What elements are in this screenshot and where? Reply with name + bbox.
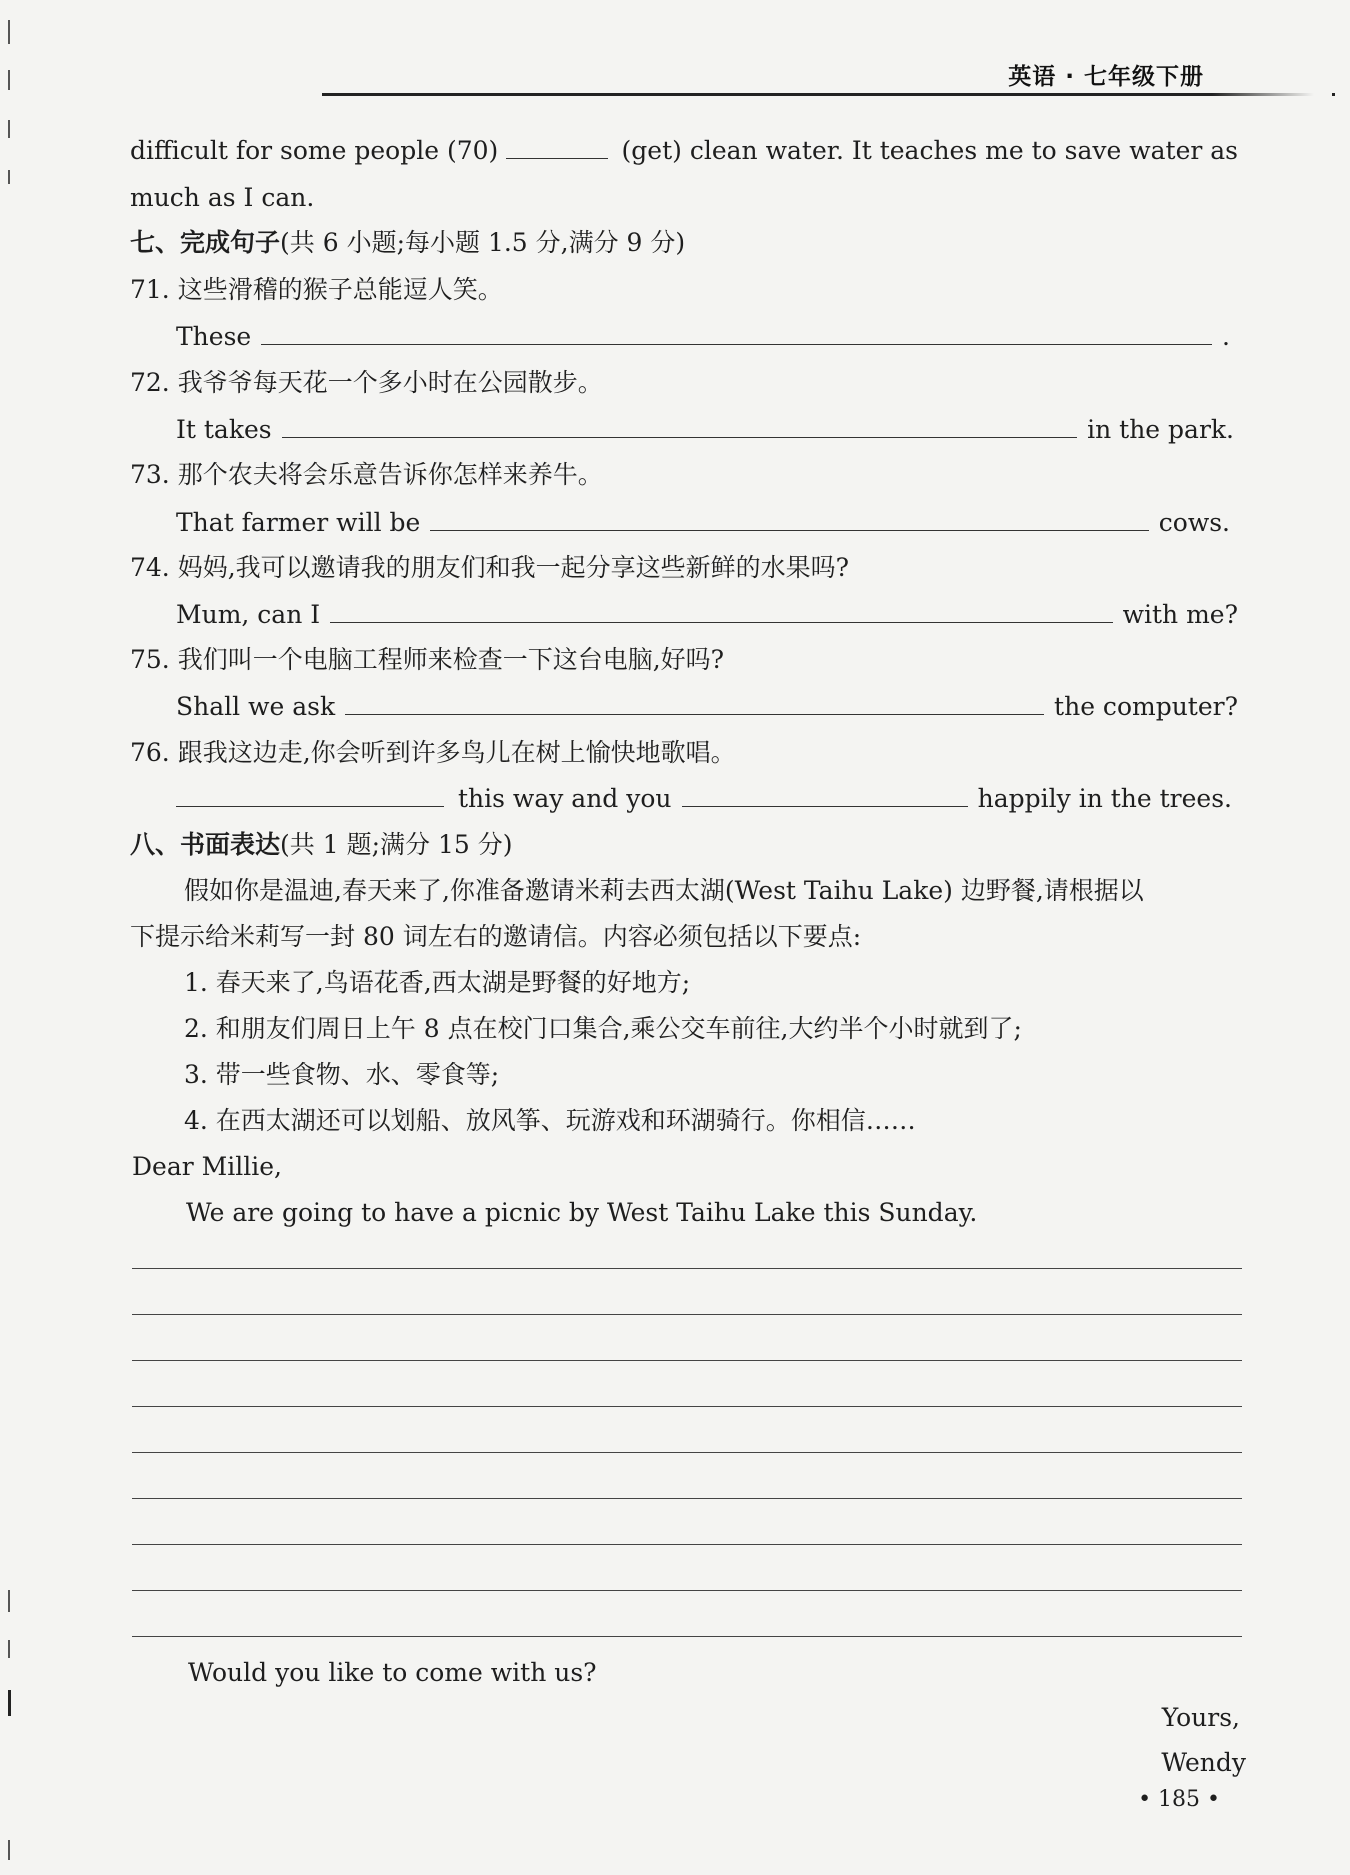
answer-blank-72[interactable]	[282, 411, 1078, 438]
writing-line[interactable]	[132, 1544, 1242, 1545]
letter-greeting: Dear Millie,	[132, 1152, 282, 1181]
question-71-chinese: 71. 这些滑稽的猴子总能逗人笑。	[130, 275, 503, 304]
writing-line[interactable]	[132, 1498, 1242, 1499]
question-75-answer: Shall we ask the computer?	[176, 688, 1238, 725]
answer-blank-71[interactable]	[261, 318, 1212, 345]
writing-point-3: 3. 带一些食物、水、零食等;	[184, 1060, 500, 1089]
letter-opening: We are going to have a picnic by West Taihu Lake this Sunday.	[186, 1198, 978, 1227]
answer-blank-73[interactable]	[430, 504, 1148, 531]
section-8-title: 八、书面表达(共 1 题;满分 15 分)	[130, 830, 513, 859]
letter-signoff: Yours,	[1161, 1703, 1240, 1732]
passage-text: difficult for some people (70)	[130, 136, 499, 165]
answer-blank-74[interactable]	[330, 596, 1112, 623]
letter-signature: Wendy	[1161, 1748, 1246, 1777]
writing-line[interactable]	[132, 1268, 1242, 1269]
passage-text: (get) clean water. It teaches me to save water as	[621, 136, 1238, 165]
binding-mark	[8, 1590, 10, 1612]
writing-line[interactable]	[132, 1360, 1242, 1361]
writing-prompt: 假如你是温迪,春天来了,你准备邀请米莉去西太湖(West Taihu Lake) 边野餐,请根据以	[184, 876, 1144, 905]
page-number: • 185 •	[1138, 1787, 1220, 1812]
binding-mark	[8, 70, 10, 90]
writing-prompt: 下提示给米莉写一封 80 词左右的邀请信。内容必须包括以下要点:	[130, 922, 862, 951]
passage-line-1	[130, 133, 1238, 169]
page-header: 英语 · 七年级下册	[1008, 64, 1204, 90]
question-71-answer: These .	[176, 318, 1230, 355]
writing-point-2: 2. 和朋友们周日上午 8 点在校门口集合,乘公交车前往,大约半个小时就到了;	[184, 1014, 1022, 1043]
question-72-answer: It takes in the park.	[176, 411, 1234, 448]
writing-line[interactable]	[132, 1406, 1242, 1407]
question-73-chinese: 73. 那个农夫将会乐意告诉你怎样来养牛。	[130, 460, 603, 489]
writing-line[interactable]	[132, 1590, 1242, 1591]
binding-mark	[8, 1690, 11, 1716]
writing-point-1: 1. 春天来了,鸟语花香,西太湖是野餐的好地方;	[184, 968, 691, 997]
writing-line[interactable]	[132, 1452, 1242, 1453]
question-74-chinese: 74. 妈妈,我可以邀请我的朋友们和我一起分享这些新鲜的水果吗?	[130, 553, 850, 582]
letter-closing: Would you like to come with us?	[188, 1658, 597, 1687]
answer-blank-76a[interactable]	[176, 782, 444, 807]
writing-line[interactable]	[132, 1314, 1242, 1315]
binding-mark	[8, 170, 10, 184]
writing-line[interactable]	[132, 1636, 1242, 1637]
binding-mark	[8, 1840, 10, 1860]
section-7-title: 七、完成句子(共 6 小题;每小题 1.5 分,满分 9 分)	[130, 228, 686, 257]
question-72-chinese: 72. 我爷爷每天花一个多小时在公园散步。	[130, 368, 603, 397]
question-73-answer: That farmer will be cows.	[176, 504, 1230, 541]
header-rule	[322, 93, 1335, 96]
binding-mark	[8, 20, 10, 44]
answer-blank-70[interactable]	[506, 134, 607, 159]
binding-mark	[8, 120, 10, 138]
question-75-chinese: 75. 我们叫一个电脑工程师来检查一下这台电脑,好吗?	[130, 645, 725, 674]
question-76-answer: this way and you happily in the trees.	[176, 780, 1232, 817]
writing-point-4: 4. 在西太湖还可以划船、放风筝、玩游戏和环湖骑行。你相信……	[184, 1106, 916, 1135]
passage-line-2: much as I can.	[130, 183, 315, 212]
question-76-chinese: 76. 跟我这边走,你会听到许多鸟儿在树上愉快地歌唱。	[130, 738, 736, 767]
question-74-answer: Mum, can I with me?	[176, 596, 1238, 633]
answer-blank-75[interactable]	[345, 688, 1044, 715]
answer-blank-76b[interactable]	[682, 780, 968, 807]
binding-mark	[8, 1640, 10, 1658]
